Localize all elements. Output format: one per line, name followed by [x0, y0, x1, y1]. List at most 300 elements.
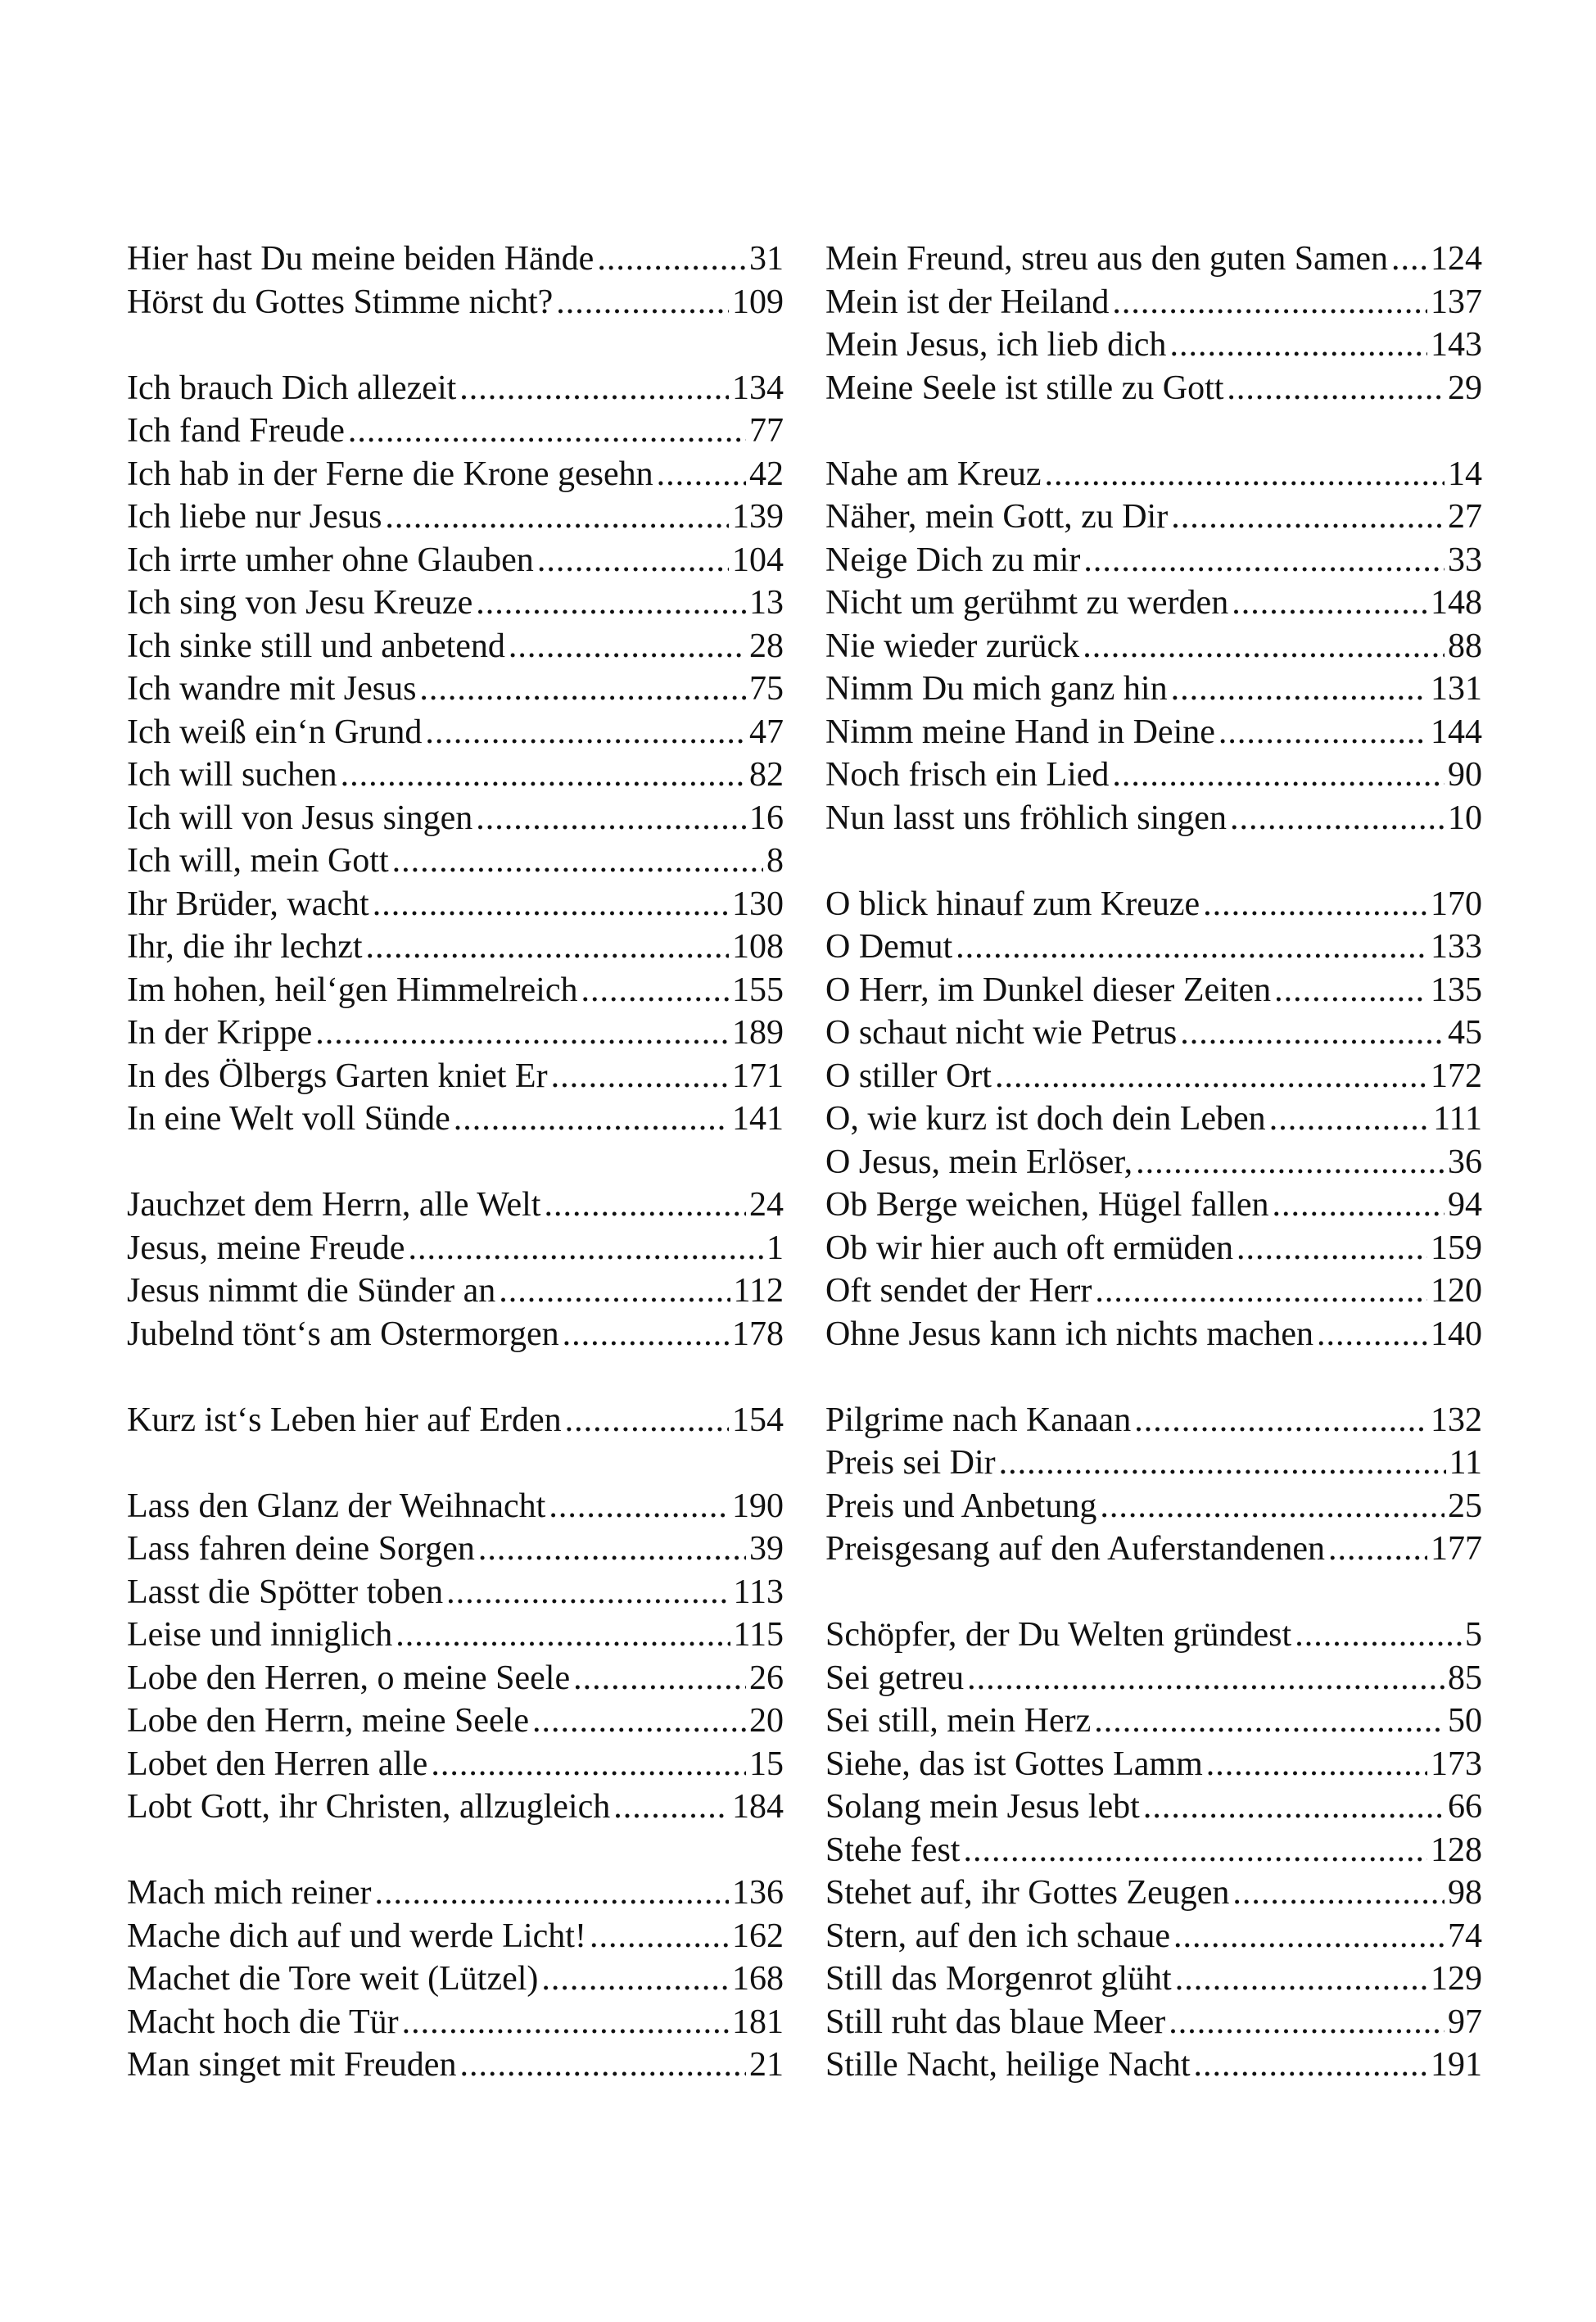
- song-title: Lobet den Herren alle: [127, 1745, 428, 1783]
- dot-leader: [1232, 582, 1427, 625]
- song-title: O Demut: [825, 928, 953, 966]
- song-title: Ich irrte umher ohne Glauben: [127, 541, 534, 579]
- song-title: Man singet mit Freuden: [127, 2046, 457, 2084]
- song-title: Ich hab in der Ferne die Krone gesehn: [127, 455, 653, 493]
- song-title: Still das Morgenrot glüht: [825, 1960, 1172, 1998]
- dot-leader: [1295, 1614, 1462, 1657]
- dot-leader: [454, 1098, 729, 1141]
- dot-leader: [963, 1829, 1427, 1872]
- index-letter-group: [127, 1184, 784, 1356]
- index-entry: [825, 625, 1482, 668]
- song-title: Lobe den Herrn, meine Seele: [127, 1702, 529, 1740]
- song-title: Nicht um gerühmt zu werden: [825, 584, 1229, 622]
- dot-leader: [375, 1872, 729, 1915]
- song-title: Lobt Gott, ihr Christen, allzugleich: [127, 1788, 611, 1826]
- index-entry: [127, 1700, 784, 1743]
- song-title: Sei getreu: [825, 1659, 965, 1697]
- page-number: 173: [1431, 1745, 1482, 1783]
- dot-leader: [1194, 2044, 1427, 2087]
- song-title: Sei still, mein Herz: [825, 1702, 1092, 1740]
- song-title: Ob wir hier auch oft ermüden: [825, 1229, 1233, 1267]
- dot-leader: [1317, 1313, 1427, 1356]
- page-number: 66: [1448, 1788, 1482, 1826]
- index-letter-group: [825, 238, 1482, 410]
- index-entry: [127, 668, 784, 711]
- index-entry: [127, 1915, 784, 1958]
- song-title: Stille Nacht, heilige Nacht: [825, 2046, 1191, 2084]
- dot-leader: [1095, 1270, 1427, 1313]
- song-title: Mach mich reiner: [127, 1874, 372, 1912]
- index-entry: [825, 1528, 1482, 1571]
- page-number: 108: [732, 928, 784, 966]
- index-entry: [825, 926, 1482, 969]
- dot-leader: [373, 883, 729, 926]
- dot-leader: [1175, 1958, 1427, 2001]
- song-title: O Herr, im Dunkel dieser Zeiten: [825, 971, 1272, 1009]
- dot-leader: [1391, 238, 1427, 281]
- song-title: Pilgrime nach Kanaan: [825, 1401, 1132, 1439]
- page-number: 135: [1431, 971, 1482, 1009]
- index-entry: [825, 1872, 1482, 1915]
- index-entry: [127, 1657, 784, 1700]
- index-entry: [127, 2001, 784, 2044]
- song-title: Stern, auf den ich schaue: [825, 1917, 1171, 1955]
- page-number: 27: [1448, 498, 1482, 536]
- page-number: 144: [1431, 713, 1482, 751]
- index-entry: [127, 2044, 784, 2087]
- index-entry: [127, 926, 784, 969]
- dot-leader: [1232, 1872, 1445, 1915]
- dot-leader: [541, 1958, 729, 2001]
- index-entry: [825, 582, 1482, 625]
- dot-leader: [1134, 1399, 1427, 1442]
- dot-leader: [476, 797, 746, 840]
- index-entry: [825, 797, 1482, 840]
- index-entry: [127, 1313, 784, 1356]
- song-title: Mein Jesus, ich lieb dich: [825, 326, 1167, 364]
- index-entry: [127, 1872, 784, 1915]
- index-entry: [127, 410, 784, 453]
- index-entry: [825, 1055, 1482, 1098]
- song-title: Ich sing von Jesu Kreuze: [127, 584, 473, 622]
- song-title: Stehet auf, ihr Gottes Zeugen: [825, 1874, 1230, 1912]
- dot-leader: [573, 1657, 746, 1700]
- index-letter-group: [127, 1399, 784, 1442]
- index-entry: [127, 1098, 784, 1141]
- page-number: 21: [749, 2046, 784, 2084]
- song-title: Ich fand Freude: [127, 412, 345, 450]
- song-title: Jubelnd tönt‘s am Ostermorgen: [127, 1315, 559, 1353]
- page-number: 141: [732, 1100, 784, 1138]
- page-number: 45: [1448, 1014, 1482, 1052]
- dot-leader: [1094, 1700, 1445, 1743]
- index-entry: [825, 1141, 1482, 1184]
- song-title: Nimm meine Hand in Deine: [825, 713, 1215, 751]
- page-number: 131: [1431, 670, 1482, 708]
- dot-leader: [1083, 625, 1445, 668]
- song-title: In des Ölbergs Garten kniet Er: [127, 1057, 548, 1095]
- page-number: 85: [1448, 1659, 1482, 1697]
- page-number: 88: [1448, 627, 1482, 665]
- dot-leader: [1136, 1141, 1445, 1184]
- song-title: Nun lasst uns fröhlich singen: [825, 799, 1227, 837]
- index-entry: [825, 1313, 1482, 1356]
- dot-leader: [544, 1184, 746, 1227]
- index-letter-group: [127, 1872, 784, 2087]
- dot-leader: [396, 1614, 730, 1657]
- dot-leader: [1230, 797, 1445, 840]
- page-number: 137: [1431, 283, 1482, 321]
- dot-leader: [341, 754, 746, 797]
- song-title: O stiller Ort: [825, 1057, 992, 1095]
- dot-leader: [1273, 1184, 1445, 1227]
- dot-leader: [590, 1915, 729, 1958]
- dot-leader: [478, 1528, 746, 1571]
- page-number: 50: [1448, 1702, 1482, 1740]
- song-title: Preis sei Dir: [825, 1444, 996, 1482]
- page-number: 14: [1448, 455, 1482, 493]
- index-entry: [825, 883, 1482, 926]
- page-number: 98: [1448, 1874, 1482, 1912]
- page-number: 129: [1431, 1960, 1482, 1998]
- song-title: Ich liebe nur Jesus: [127, 498, 382, 536]
- page-number: 139: [732, 498, 784, 536]
- index-entry: [825, 1743, 1482, 1786]
- page-number: 191: [1431, 2046, 1482, 2084]
- index-entry: [127, 1012, 784, 1055]
- index-entry: [127, 840, 784, 883]
- song-title: Im hohen, heil‘gen Himmelreich: [127, 971, 578, 1009]
- dot-leader: [419, 668, 746, 711]
- index-entry: [127, 1055, 784, 1098]
- song-title: O, wie kurz ist doch dein Leben: [825, 1100, 1266, 1138]
- dot-leader: [476, 582, 746, 625]
- page-number: 134: [732, 369, 784, 407]
- dot-leader: [446, 1571, 730, 1614]
- page-number: 26: [749, 1659, 784, 1697]
- song-title: Noch frisch ein Lied: [825, 756, 1110, 794]
- index-entry: [825, 367, 1482, 410]
- page-number: 109: [732, 283, 784, 321]
- dot-leader: [1143, 1786, 1445, 1829]
- dot-leader: [1169, 324, 1427, 367]
- index-letter-group: [127, 238, 784, 324]
- page-number: 33: [1448, 541, 1482, 579]
- page-number: 113: [733, 1573, 784, 1611]
- dot-leader: [581, 969, 730, 1012]
- index-entry: [825, 1829, 1482, 1872]
- song-title: Preis und Anbetung: [825, 1487, 1097, 1525]
- page-number: 130: [732, 885, 784, 923]
- dot-leader: [1083, 539, 1445, 582]
- song-title: Lass fahren deine Sorgen: [127, 1530, 475, 1568]
- index-entry: [127, 1270, 784, 1313]
- song-title: Lobe den Herren, o meine Seele: [127, 1659, 571, 1697]
- index-entry: [127, 1614, 784, 1657]
- song-title: Neige Dich zu mir: [825, 541, 1081, 579]
- dot-leader: [999, 1442, 1446, 1485]
- page-number: 170: [1431, 885, 1482, 923]
- page-number: 29: [1448, 369, 1482, 407]
- song-title: O blick hinauf zum Kreuze: [825, 885, 1200, 923]
- page-number: 1: [766, 1229, 784, 1267]
- index-entry: [127, 883, 784, 926]
- index-entry: [127, 625, 784, 668]
- page-number: 20: [749, 1702, 784, 1740]
- song-title: Lass den Glanz der Weihnacht: [127, 1487, 546, 1525]
- index-entry: [127, 797, 784, 840]
- song-title: Machet die Tore weit (Lützel): [127, 1960, 539, 1998]
- song-title: Macht hoch die Tür: [127, 2003, 399, 2041]
- page-number: 28: [749, 627, 784, 665]
- dot-leader: [408, 1227, 763, 1270]
- page-number: 115: [733, 1616, 784, 1654]
- index-entry: [127, 496, 784, 539]
- index-entry: [825, 496, 1482, 539]
- page-number: 42: [749, 455, 784, 493]
- dot-leader: [532, 1700, 746, 1743]
- page-number: 111: [1433, 1100, 1482, 1138]
- index-entry: [825, 1184, 1482, 1227]
- index-column-right: [825, 238, 1482, 2130]
- page-number: 13: [749, 584, 784, 622]
- song-title: Nahe am Kreuz: [825, 455, 1042, 493]
- song-title: O Jesus, mein Erlöser,: [825, 1143, 1133, 1181]
- page-number: 168: [732, 1960, 784, 1998]
- song-title: Jauchzet dem Herrn, alle Welt: [127, 1186, 541, 1224]
- dot-leader: [1100, 1485, 1445, 1528]
- dot-leader: [967, 1657, 1445, 1700]
- index-entry: [825, 1012, 1482, 1055]
- index-entry: [127, 969, 784, 1012]
- song-title: Solang mein Jesus lebt: [825, 1788, 1140, 1826]
- dot-leader: [509, 625, 746, 668]
- song-title: Nimm Du mich ganz hin: [825, 670, 1168, 708]
- song-title: In eine Welt voll Sünde: [127, 1100, 450, 1138]
- song-title: Stehe fest: [825, 1831, 961, 1869]
- index-entry: [825, 324, 1482, 367]
- page-number: 162: [732, 1917, 784, 1955]
- index-entry: [127, 1958, 784, 2001]
- dot-leader: [348, 410, 746, 453]
- index-entry: [127, 711, 784, 754]
- page-number: 104: [732, 541, 784, 579]
- dot-leader: [537, 539, 729, 582]
- dot-leader: [1328, 1528, 1427, 1571]
- song-title: Ohne Jesus kann ich nichts machen: [825, 1315, 1314, 1353]
- page-number: 181: [732, 2003, 784, 2041]
- index-entry: [127, 1528, 784, 1571]
- page-number: 140: [1431, 1315, 1482, 1353]
- dot-leader: [549, 1485, 729, 1528]
- page-number: 133: [1431, 928, 1482, 966]
- index-entry: [825, 1227, 1482, 1270]
- page-number: 94: [1448, 1186, 1482, 1224]
- index-entry: [825, 2001, 1482, 2044]
- index-entry: [127, 582, 784, 625]
- dot-leader: [366, 926, 729, 969]
- dot-leader: [1169, 2001, 1445, 2044]
- song-title: Ich wandre mit Jesus: [127, 670, 417, 708]
- page-number: 148: [1431, 584, 1482, 622]
- page-number: 15: [749, 1745, 784, 1783]
- page-number: 36: [1448, 1143, 1482, 1181]
- song-title: Leise und inniglich: [127, 1616, 393, 1654]
- dot-leader: [1173, 1915, 1445, 1958]
- index-entry: [825, 711, 1482, 754]
- page-number: 159: [1431, 1229, 1482, 1267]
- index-entry: [825, 969, 1482, 1012]
- song-title: Hier hast Du meine beiden Hände: [127, 240, 595, 278]
- dot-leader: [657, 453, 746, 496]
- dot-leader: [613, 1786, 729, 1829]
- index-letter-group: [825, 883, 1482, 1356]
- page-number: 136: [732, 1874, 784, 1912]
- page-number: 97: [1448, 2003, 1482, 2041]
- page-number: 90: [1448, 756, 1482, 794]
- index-entry: [825, 238, 1482, 281]
- song-title: Jesus, meine Freude: [127, 1229, 405, 1267]
- index-entry: [127, 754, 784, 797]
- index-letter-group: [127, 1485, 784, 1829]
- dot-leader: [597, 238, 746, 281]
- song-title: Hörst du Gottes Stimme nicht?: [127, 283, 554, 321]
- dot-leader: [385, 496, 729, 539]
- index-entry: [825, 1399, 1482, 1442]
- dot-leader: [1180, 1012, 1445, 1055]
- index-entry: [127, 1786, 784, 1829]
- dot-leader: [459, 367, 729, 410]
- dot-leader: [499, 1270, 730, 1313]
- index-entry: [127, 539, 784, 582]
- song-title: Oft sendet der Herr: [825, 1272, 1092, 1310]
- page-number: 16: [749, 799, 784, 837]
- page-number: 189: [732, 1014, 784, 1052]
- index-entry: [825, 1657, 1482, 1700]
- dot-leader: [1112, 281, 1427, 324]
- dot-leader: [1171, 668, 1427, 711]
- index-entry: [127, 238, 784, 281]
- song-title: Lasst die Spötter toben: [127, 1573, 444, 1611]
- index-entry: [127, 1184, 784, 1227]
- index-entry: [127, 281, 784, 324]
- dot-leader: [1269, 1098, 1430, 1141]
- index-letter-group: [127, 367, 784, 1141]
- page-number: 190: [732, 1487, 784, 1525]
- dot-leader: [1045, 453, 1445, 496]
- index-entry: [825, 2044, 1482, 2087]
- dot-leader: [956, 926, 1427, 969]
- index-entry: [825, 668, 1482, 711]
- page-number: 120: [1431, 1272, 1482, 1310]
- index-entry: [127, 367, 784, 410]
- song-title: Ob Berge weichen, Hügel fallen: [825, 1186, 1269, 1224]
- index-column-left: [127, 238, 784, 2130]
- song-title: Mein Freund, streu aus den guten Samen: [825, 240, 1389, 278]
- song-title: Still ruht das blaue Meer: [825, 2003, 1166, 2041]
- index-entry: [825, 281, 1482, 324]
- page-number: 25: [1448, 1487, 1482, 1525]
- dot-leader: [1227, 367, 1445, 410]
- index-entry: [825, 754, 1482, 797]
- index-entry: [127, 1743, 784, 1786]
- dot-leader: [1171, 496, 1445, 539]
- song-title: Näher, mein Gott, zu Dir: [825, 498, 1169, 536]
- dot-leader: [565, 1399, 729, 1442]
- dot-leader: [563, 1313, 729, 1356]
- dot-leader: [1112, 754, 1445, 797]
- page-number: 10: [1448, 799, 1482, 837]
- index-entry: [825, 1098, 1482, 1141]
- song-title: Ich will suchen: [127, 756, 337, 794]
- dot-leader: [315, 1012, 729, 1055]
- page-number: 82: [749, 756, 784, 794]
- song-title: Ich will von Jesus singen: [127, 799, 473, 837]
- song-title: Mache dich auf und werde Licht!: [127, 1917, 586, 1955]
- dot-leader: [1206, 1743, 1427, 1786]
- index-entry: [127, 1485, 784, 1528]
- song-title: Siehe, das ist Gottes Lamm: [825, 1745, 1203, 1783]
- song-title: Ich sinke still und anbetend: [127, 627, 505, 665]
- index-entry: [127, 1571, 784, 1614]
- page-number: 178: [732, 1315, 784, 1353]
- song-title: Nie wieder zurück: [825, 627, 1080, 665]
- page-number: 124: [1431, 240, 1482, 278]
- page-number: 77: [749, 412, 784, 450]
- page-number: 184: [732, 1788, 784, 1826]
- song-title: Ich weiß ein‘n Grund: [127, 713, 423, 751]
- index-entry: [127, 1227, 784, 1270]
- index-entry: [825, 1442, 1482, 1485]
- index-letter-group: [825, 453, 1482, 840]
- dot-leader: [556, 281, 729, 324]
- dot-leader: [1218, 711, 1427, 754]
- page-number: 11: [1449, 1444, 1482, 1482]
- index-entry: [825, 1614, 1482, 1657]
- page-number: 47: [749, 713, 784, 751]
- index-letter-group: [825, 1399, 1482, 1571]
- page-number: 112: [733, 1272, 784, 1310]
- song-title: O schaut nicht wie Petrus: [825, 1014, 1178, 1052]
- page-number: 74: [1448, 1917, 1482, 1955]
- song-title: Jesus nimmt die Sünder an: [127, 1272, 496, 1310]
- dot-leader: [459, 2044, 746, 2087]
- dot-leader: [995, 1055, 1427, 1098]
- page-number: 39: [749, 1530, 784, 1568]
- song-title: Kurz ist‘s Leben hier auf Erden: [127, 1401, 562, 1439]
- dot-leader: [392, 840, 763, 883]
- page-number: 31: [749, 240, 784, 278]
- index-entry: [825, 1270, 1482, 1313]
- page-number: 143: [1431, 326, 1482, 364]
- index-entry: [127, 1399, 784, 1442]
- page-number: 177: [1431, 1530, 1482, 1568]
- index-entry: [825, 453, 1482, 496]
- dot-leader: [1237, 1227, 1427, 1270]
- dot-leader: [1274, 969, 1427, 1012]
- dot-leader: [431, 1743, 746, 1786]
- dot-leader: [551, 1055, 729, 1098]
- index-letter-group: [825, 1614, 1482, 2087]
- song-title: In der Krippe: [127, 1014, 313, 1052]
- page-number: 8: [766, 842, 784, 880]
- index-entry: [825, 1485, 1482, 1528]
- page-number: 75: [749, 670, 784, 708]
- song-title: Meine Seele ist stille zu Gott: [825, 369, 1224, 407]
- page-number: 172: [1431, 1057, 1482, 1095]
- page-number: 5: [1465, 1616, 1482, 1654]
- song-title: Ihr Brüder, wacht: [127, 885, 369, 923]
